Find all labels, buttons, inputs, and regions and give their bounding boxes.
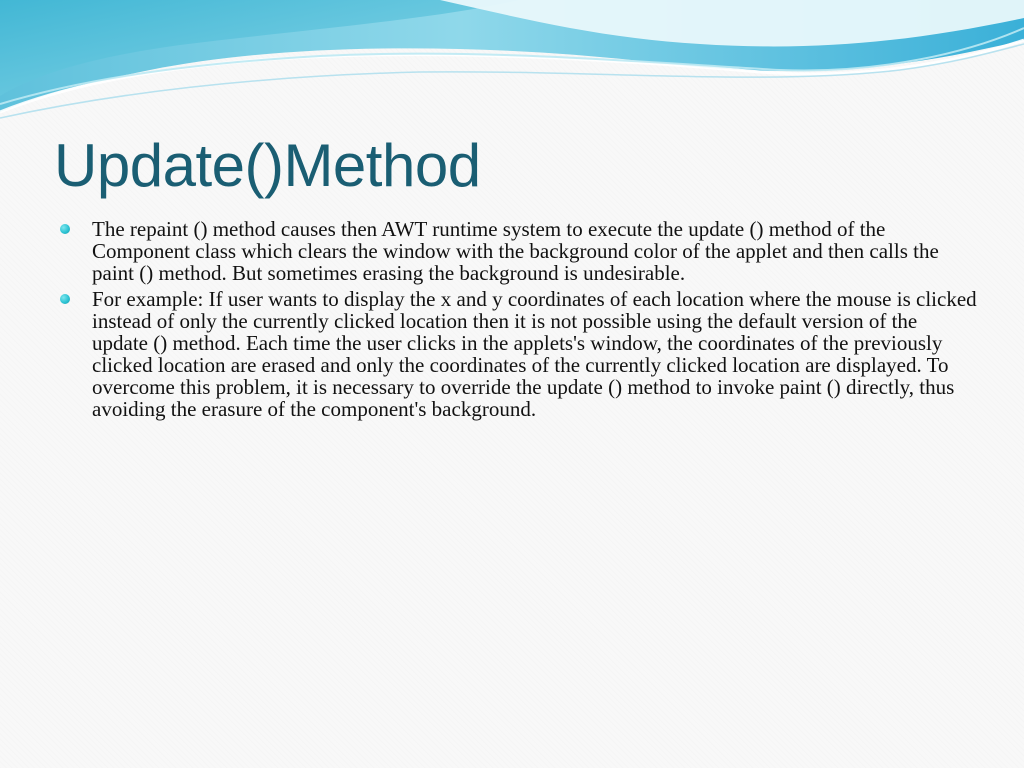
slide-body — [58, 218, 978, 424]
bullet-text: For example: If user wants to display the x and y coordinates of each location where the mouse is clicked instead of only the currently clicked location then it is not possible using the default version of the update () method. Each time the user clicks in the applets's window, the coordinates of the previously clicked location are erased and only the coordinates of the currently clicked location are displayed. To overcome this problem, it is necessary to override the update () method to invoke paint () directly, thus avoiding the erasure of the component's background. — [92, 287, 977, 421]
slide-title: Update()Method — [54, 132, 481, 199]
bullet-dot-icon — [60, 224, 70, 234]
bullet-dot-icon — [60, 294, 70, 304]
list-item — [58, 288, 978, 420]
bullet-text: The repaint () method causes then AWT runtime system to execute the update () method of the Component class which clears the window with the background color of the applet and then calls the paint () method. But sometimes erasing the background is undesirable. — [92, 217, 939, 285]
bullet-list — [58, 218, 978, 420]
header-wave-decoration — [0, 0, 1024, 120]
list-item — [58, 218, 978, 284]
